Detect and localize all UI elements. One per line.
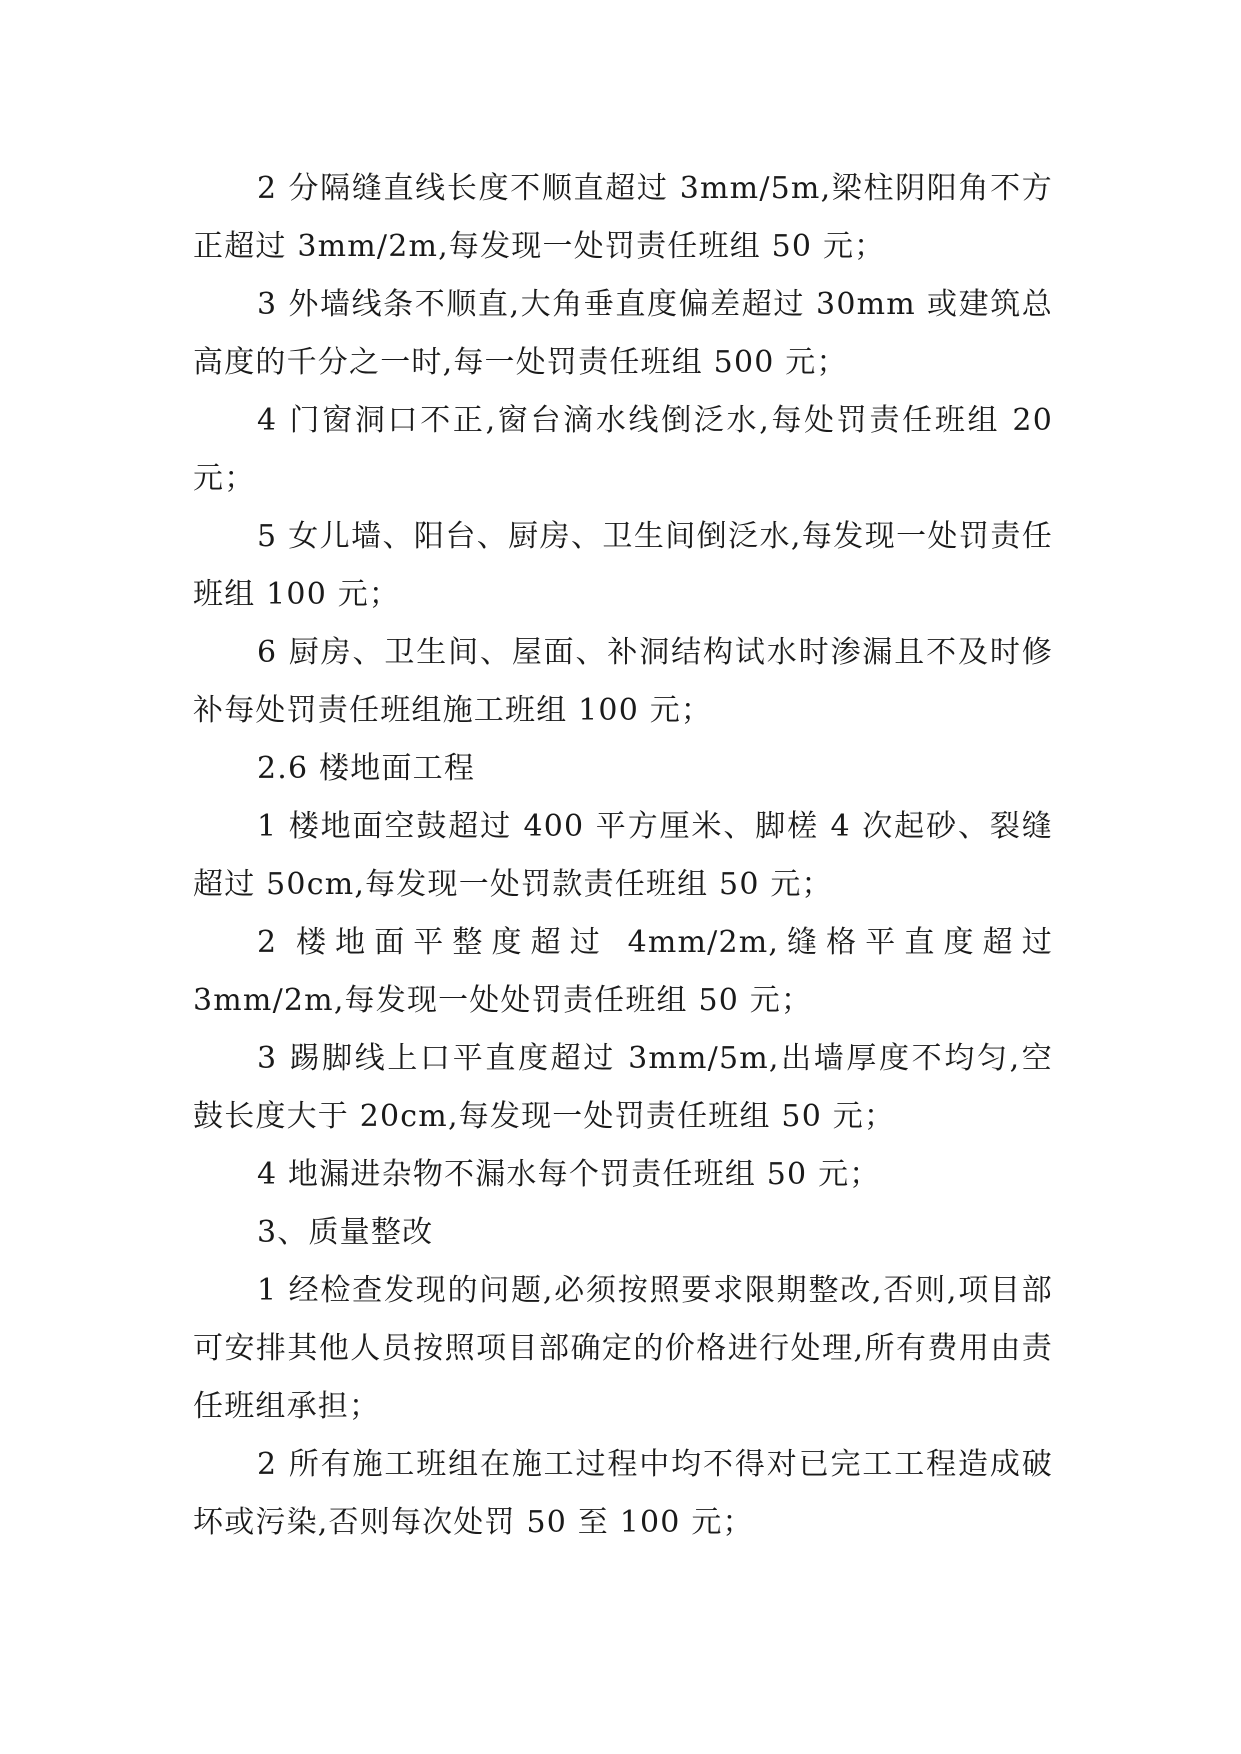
paragraph-rectification-deadline: 1 经检查发现的问题,必须按照要求限期整改,否则,项目部可安排其他人员按照项目部确定的价格进行处理,所有费用由责任班组承担； (193, 1273, 1053, 1424)
paragraph-door-window-openings: 4 门窗洞口不正,窗台滴水线倒泛水,每处罚责任班组 20 元； (193, 403, 1053, 496)
document-body (193, 160, 1053, 1552)
paragraph-exterior-wall-lines: 3 外墙线条不顺直,大角垂直度偏差超过 30mm 或建筑总高度的千分之一时,每一处罚责任班组 500 元； (193, 287, 1053, 380)
paragraph-floor-drain: 4 地漏进杂物不漏水每个罚责任班组 50 元； (257, 1157, 881, 1192)
paragraph-separation-joint: 2 分隔缝直线长度不顺直超过 3mm/5m,梁柱阴阳角不方正超过 3mm/2m,每发现一处罚责任班组 50 元； (193, 171, 1053, 264)
paragraph-water-test-leakage: 6 厨房、卫生间、屋面、补洞结构试水时渗漏且不及时修补每处罚责任班组施工班组 100 元； (193, 635, 1053, 728)
paragraph-floor-flatness: 2 楼地面平整度超过 4mm/2m,缝格平直度超过 3mm/2m,每发现一处处罚责任班组 50 元； (193, 925, 1053, 1018)
paragraph-parapet-balcony: 5 女儿墙、阳台、厨房、卫生间倒泛水,每发现一处罚责任班组 100 元； (193, 519, 1053, 612)
section-heading-floor-works: 2.6 楼地面工程 (257, 751, 476, 786)
paragraph-damage-pollution: 2 所有施工班组在施工过程中均不得对已完工工程造成破坏或污染,否则每次处罚 50 至 100 元； (193, 1447, 1053, 1540)
paragraph-skirting-line: 3 踢脚线上口平直度超过 3mm/5m,出墙厚度不均匀,空鼓长度大于 20cm,每发现一处罚责任班组 50 元； (193, 1041, 1053, 1134)
section-heading-quality-rectification: 3、质量整改 (257, 1215, 434, 1250)
paragraph-floor-hollowing: 1 楼地面空鼓超过 400 平方厘米、脚槎 4 次起砂、裂缝超过 50cm,每发现一处罚款责任班组 50 元； (193, 809, 1053, 902)
